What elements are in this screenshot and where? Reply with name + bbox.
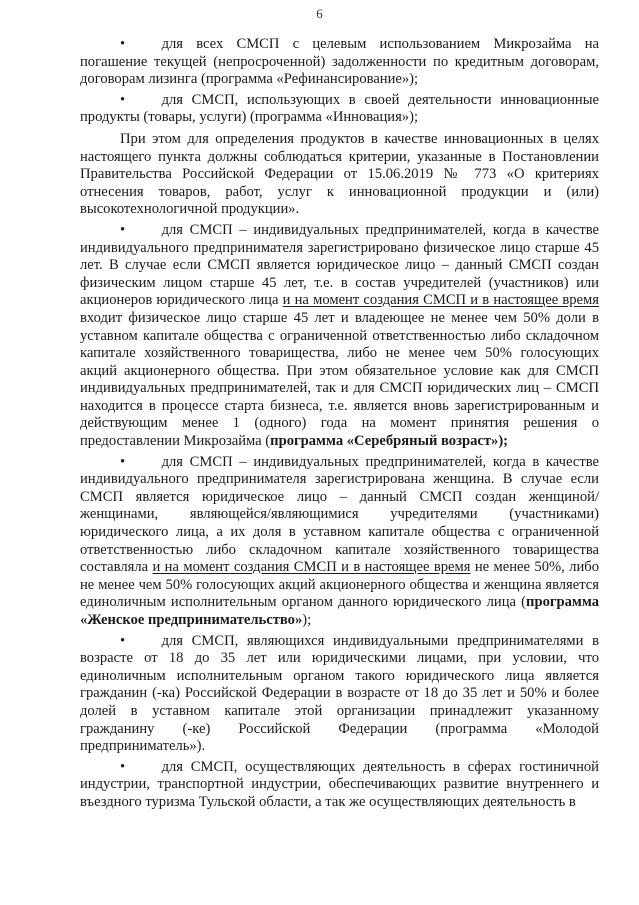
document-body [80, 33, 599, 812]
program-name-bold: программа «Серебряный возраст»); [270, 433, 509, 450]
bullet-mark: • [120, 91, 126, 108]
paragraph-text: для СМСП, использующих в своей деятельности инновационные продукты (товары, услуги) (программа «Инновация»); [80, 91, 599, 126]
paragraph-text: для СМСП, являющихся индивидуальными предпринимателями в возрасте от 18 до 35 лет или юридическими лицами, при условии, что единоличным исполнительным органом такого юридического лица является гражданин (-ка) Российской Федерации в возрасте от 18 до 35 лет и 50% и более долей в уставном капитале этой организации принадлежит указанному гражданину (-ке) Российской Федерации (программа «Молодой предприниматель»). [80, 632, 599, 755]
paragraph-text: для СМСП – индивидуальных предпринимателей, когда в качестве индивидуального предпринимателя зарегистрировано физическое лицо старше 45 лет. В случае если СМСП является юридическое лицо – данный СМСП создан физическим лицом старше 45 лет, т.е. в состав учредителей (участников) или акционеров юридического лица [80, 221, 599, 309]
paragraph-text: не менее 50%, либо не менее чем 50% голосующих акций акционерного общества и женщина является единоличным исполнительным органом данного юридического лица ( [80, 559, 599, 611]
bullet-mark: • [120, 36, 126, 52]
underlined-text: и на момент создания СМСП и в настоящее время [282, 292, 599, 309]
page-number: 6 [316, 6, 323, 21]
bullet-innovation [80, 92, 599, 127]
bullet-refinancing [80, 36, 599, 89]
bullet-mark: • [120, 758, 126, 775]
bullet-young-entrepreneur [80, 633, 599, 756]
bullet-mark: • [120, 632, 126, 649]
paragraph-text: для СМСП – индивидуальных предпринимателей, когда в качестве индивидуального предпринимателя зарегистрирована женщина. В случае если СМСП является юридическое лицо – данный СМСП создан женщиной/женщинами, являющейся/являющимися учредителями (участниками) юридического лица, а их доля в уставном капитале общества с ограниченной ответственностью либо складочном капитале хозяйственного товарищества составляла [80, 453, 599, 576]
bullet-women-entrepreneurship [80, 454, 599, 630]
paragraph-text: ); [302, 612, 312, 628]
underlined-text: и на момент создания СМСП и в настоящее время [152, 559, 471, 576]
paragraph-text: для СМСП, осуществляющих деятельность в сферах гостиничной индустрии, транспортной индустрии, обеспечивающих развитие внутреннего и въездного туризма Тульской области, а так же осуществляющих деятельность в [80, 758, 599, 810]
paragraph-text: для всех СМСП с целевым использованием Микрозайма на погашение текущей (непросроченной) задолженности по кредитным договорам, договорам лизинга (программа «Рефинансирование»); [80, 36, 599, 88]
paragraph-text: входит физическое лицо старше 45 лет и владеющее не менее чем 50% доли в уставном капитале общества с ограниченной ответственностью либо складочном капитале хозяйственного товарищества, либо не менее чем 50% голосующих акций акционерного общества. При этом обязательное условие как для СМСП индивидуальных предпринимателей, так и для СМСП юридических лиц – СМСП находится в процессе старта бизнеса, т.е. является вновь зарегистрированным и действующим менее 1 (одного) года на момент принятия решения о предоставлении Микрозайма ( [80, 309, 599, 450]
paragraph-text: При этом для определения продуктов в качестве инновационных в целях настоящего пункта должны соблюдаться критерии, указанные в Постановлении Правительства Российской Федерации от 15.06.2019 № 773 «О критериях отнесения товаров, работ, услуг к инновационной продукции и (или) высокотехнологичной продукции». [80, 130, 599, 218]
program-name-bold: программа «Женское предпринимательство» [80, 594, 599, 628]
bullet-silver-age [80, 222, 599, 451]
bullet-mark: • [120, 453, 126, 470]
innovation-criteria-paragraph [80, 131, 599, 219]
bullet-tourism [80, 759, 599, 812]
bullet-mark: • [120, 221, 126, 238]
